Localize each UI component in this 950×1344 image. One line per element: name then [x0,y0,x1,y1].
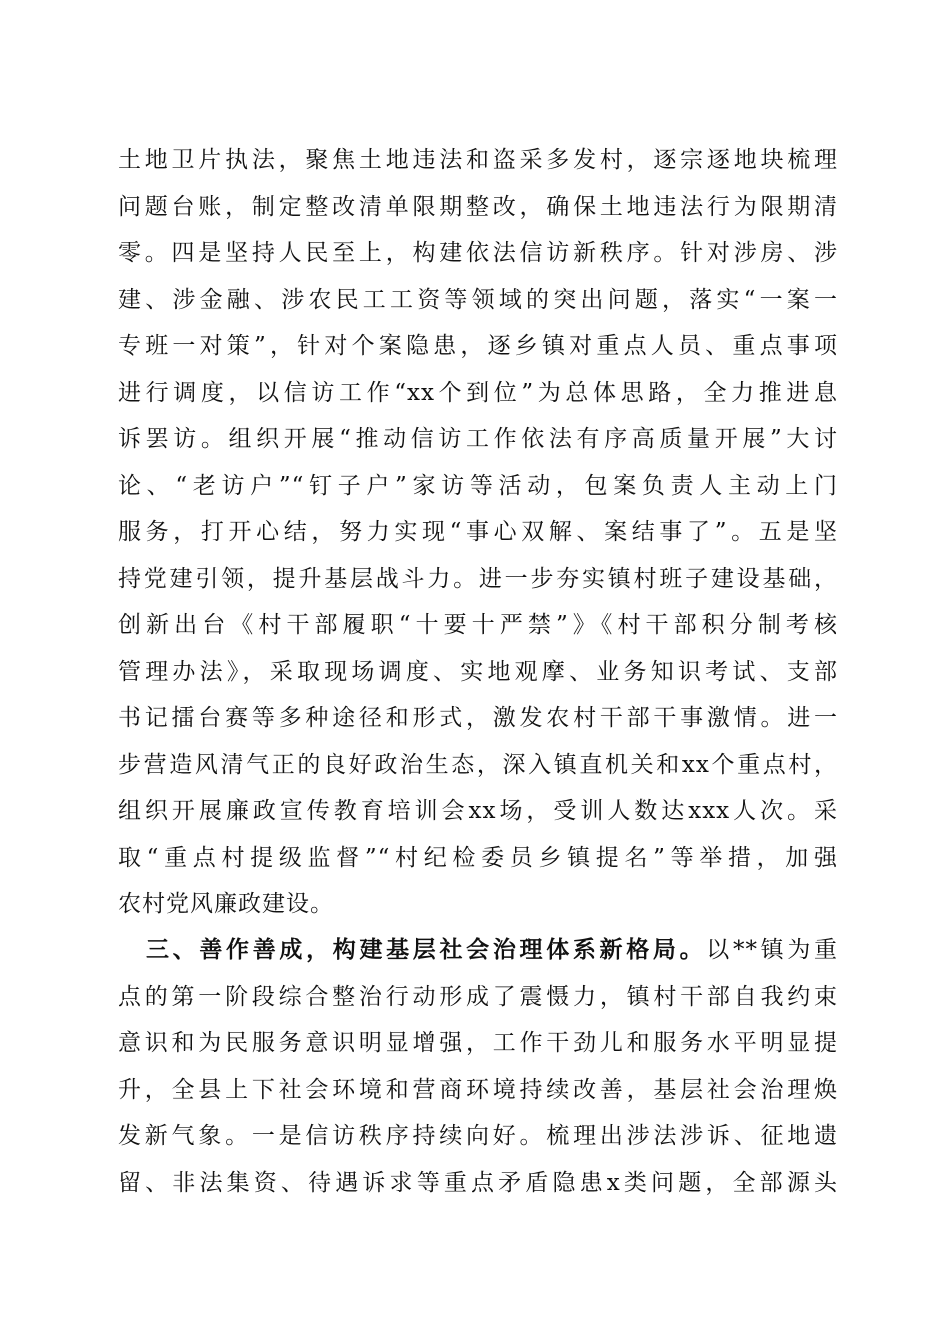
heading-line-rest: 以**镇为重 [706,937,838,963]
text-line: 专班一对策”，针对个案隐患，逐乡镇对重点人员、重点事项 [118,333,838,359]
text-line: 服务，打开心结，努力实现“事心双解、案结事了”。五是坚 [118,519,838,545]
text-line: 发新气象。一是信访秩序持续向好。梳理出涉法涉诉、征地遗 [118,1123,838,1149]
text-line: 农村党风廉政建设。 [118,891,334,917]
text-line: 升，全县上下社会环境和营商环境持续改善，基层社会治理焕 [118,1076,838,1103]
text-line: 持党建引领，提升基层战斗力。进一步夯实镇村班子建设基础， [118,565,838,592]
text-line: 组织开展廉政宣传教育培训会xx场，受训人数达xxx人次。采 [118,798,838,824]
text-line: 零。四是坚持人民至上，构建依法信访新秩序。针对涉房、涉 [118,240,838,266]
text-line: 书记擂台赛等多种途径和形式，激发农村干部干事激情。进一 [118,705,838,731]
text-line: 问题台账，制定整改清单限期整改，确保土地违法行为限期清 [118,193,838,220]
paragraph-1 [118,137,838,928]
text-line: 土地卫片执法，聚焦土地违法和盗采多发村，逐宗逐地块梳理 [118,147,838,173]
text-line: 步营造风清气正的良好政治生态，深入镇直机关和xx个重点村， [118,751,838,778]
paragraph-2 [118,927,838,1206]
text-line: 点的第一阶段综合整治行动形成了震慑力，镇村干部自我约束 [118,983,838,1010]
text-line: 建、涉金融、涉农民工工资等领域的突出问题，落实“一案一 [118,286,838,313]
text-line: 意识和为民服务意识明显增强，工作干劲儿和服务水平明显提 [118,1030,838,1056]
text-line: 留、非法集资、待遇诉求等重点矛盾隐患x类问题，全部源头 [118,1169,838,1196]
text-line: 取“重点村提级监督”“村纪检委员乡镇提名”等举措，加强 [118,844,838,871]
text-line: 管理办法》，采取现场调度、实地观摩、业务知识考试、支部 [118,658,838,685]
text-line: 进行调度，以信访工作“xx个到位”为总体思路，全力推进息 [118,379,838,406]
section-heading-line [118,927,838,974]
text-line: 创新出台《村干部履职“十要十严禁”》《村干部积分制考核 [118,612,838,638]
text-line: 诉罢访。组织开展“推动信访工作依法有序高质量开展”大讨 [118,426,838,452]
text-line: 论、“老访户”“钉子户”家访等活动，包案负责人主动上门 [118,472,838,499]
section-heading: 三、善作善成，构建基层社会治理体系新格局。 [146,937,707,963]
